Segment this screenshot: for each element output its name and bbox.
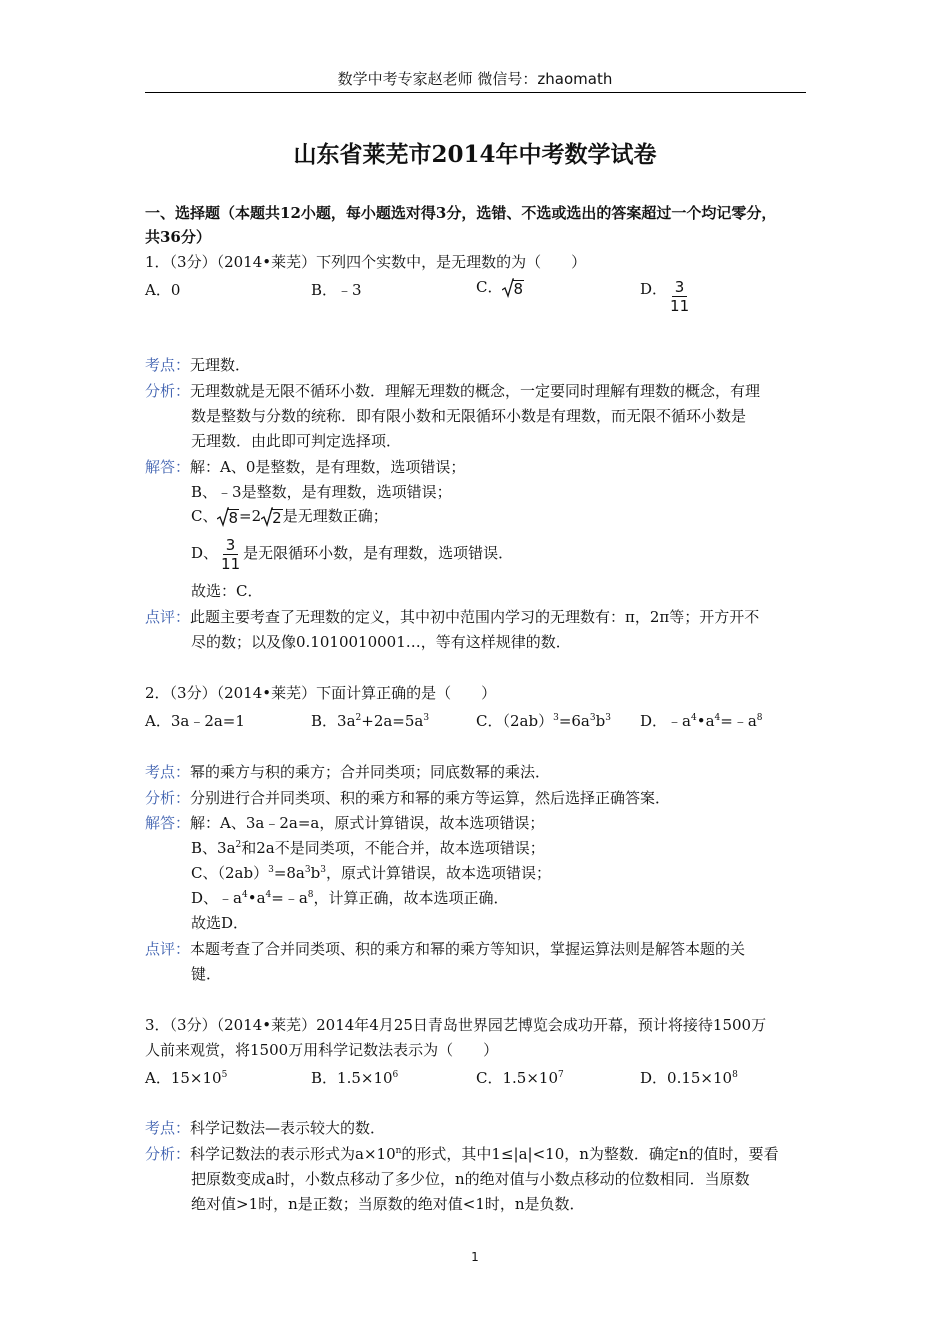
- q3-fenxi-line2: 把原数变成a时，小数点移动了多少位，n的绝对值与小数点移动的位数相同．当原数: [191, 1170, 750, 1188]
- kaodian-text: 无理数．: [190, 356, 251, 374]
- exponent: 4: [690, 713, 697, 723]
- exam-title: 山东省莱芜市2014年中考数学试卷: [293, 141, 657, 168]
- text: ，计算正确，故本选项正确．: [313, 889, 509, 907]
- text: A．15×10: [145, 1069, 222, 1087]
- kaodian-tag: 考点：: [145, 356, 191, 374]
- fenxi-tag: 分析：: [145, 789, 191, 807]
- page-number: 1: [471, 1250, 479, 1264]
- q1-dianping: [145, 607, 759, 627]
- q2-dianping: [145, 939, 745, 959]
- q1-option-d-label: D．: [640, 280, 668, 298]
- q3-fenxi-line3: 绝对值>1时，n是正数；当原数的绝对值<1时，n是负数．: [191, 1195, 585, 1213]
- q2-option-d: [640, 710, 763, 731]
- exponent: 3: [589, 713, 596, 723]
- jieda-text-1: 解：A、3a﹣2a=a，原式计算错误，故本选项错误；: [190, 814, 545, 832]
- exponent: n: [395, 1146, 402, 1156]
- q2-jieda: [145, 813, 544, 833]
- jieda4-suffix: 是无限循环小数，是有理数，选项错误．: [243, 544, 514, 562]
- kaodian-tag: 考点：: [145, 763, 191, 781]
- dianping-text-1: 此题主要考查了无理数的定义，其中初中范围内学习的无理数有：π，2π等；开方开不: [190, 608, 760, 626]
- q1-jieda-line3: [191, 506, 388, 527]
- text: C．1.5×10: [476, 1069, 558, 1087]
- jieda4-prefix: D、: [191, 544, 219, 562]
- text: 的形式，其中1≤|a|<10，n为整数．确定n的值时，要看: [401, 1145, 779, 1163]
- header-rule: [145, 92, 806, 93]
- q3-option-a: [145, 1067, 227, 1088]
- sqrt-symbol: [261, 507, 283, 528]
- q2-stem: 2．（3分）（2014•莱芜）下面计算正确的是（ ）: [145, 684, 497, 702]
- exponent: 8: [307, 890, 314, 900]
- q2-option-a: A．3a﹣2a=1: [145, 712, 245, 730]
- fenxi-text-1: 无理数就是无限不循环小数．理解无理数的概念，一定要同时理解有理数的概念，有理: [190, 382, 761, 400]
- dianping-tag: 点评：: [145, 940, 191, 958]
- q2-option-b: [311, 710, 429, 731]
- q3-fenxi: [145, 1144, 779, 1164]
- text: •a: [247, 889, 266, 907]
- text: ，原式计算错误，故本选项错误；: [325, 864, 551, 882]
- fenxi-text: 分别进行合并同类项、积的乘方和幂的乘方等运算，然后选择正确答案．: [190, 789, 671, 807]
- text: •a: [696, 712, 715, 730]
- page-header: 数学中考专家赵老师 微信号：zhaomath: [337, 70, 613, 88]
- text: 和2a不是同类项，不能合并，故本选项错误；: [241, 839, 545, 857]
- q1-option-d-fraction: [667, 278, 692, 315]
- q3-stem-line1: 3．（3分）（2014•莱芜）2014年4月25日青岛世界园艺博览会成功开幕，预计将接待1500万: [145, 1016, 767, 1034]
- q1-option-c-radicand: 8: [513, 279, 524, 298]
- jieda-text-1: 解：A、0是整数，是有理数，选项错误；: [190, 458, 466, 476]
- q2-option-c: [476, 710, 611, 731]
- exponent: 3: [304, 865, 311, 875]
- sqrt-symbol: [217, 507, 239, 528]
- q2-jieda-line3: [191, 863, 551, 883]
- q1-option-b: B．﹣3: [311, 281, 362, 299]
- jieda3-suffix: 是无理数正确；: [282, 507, 388, 525]
- section-heading-line2: 共36分）: [145, 228, 211, 246]
- q3-option-c: [476, 1067, 564, 1088]
- q1-dianping-line2: 尽的数；以及像0.1010010001…，等有这样规律的数．: [191, 633, 571, 651]
- q1-jieda-line2: B、﹣3是整数，是有理数，选项错误；: [191, 483, 452, 501]
- text: B．3a: [311, 712, 356, 730]
- exponent: 2: [355, 713, 362, 723]
- fenxi-tag: 分析：: [145, 382, 191, 400]
- kaodian-text: 幂的乘方与积的乘方；合并同类项；同底数幂的乘法．: [190, 763, 551, 781]
- radicand-2: 2: [272, 508, 282, 527]
- q1-option-c-label: C．: [476, 278, 503, 296]
- fraction-numerator: 3: [672, 278, 688, 297]
- q3-stem-line2: 人前来观赏，将1500万用科学记数法表示为（ ）: [145, 1041, 499, 1059]
- q3-option-b: [311, 1067, 398, 1088]
- exponent: 6: [392, 1070, 399, 1080]
- exponent: 4: [265, 890, 272, 900]
- text: C．（2ab）: [476, 712, 554, 730]
- radicand-1: 8: [228, 508, 239, 527]
- text: b: [310, 864, 321, 882]
- kaodian-tag: 考点：: [145, 1119, 191, 1137]
- kaodian-text: 科学记数法—表示较大的数．: [190, 1119, 386, 1137]
- fenxi-tag: 分析：: [145, 1145, 191, 1163]
- q1-option-a: A．0: [145, 281, 181, 299]
- text: B．1.5×10: [311, 1069, 393, 1087]
- jieda3-mid: =2: [239, 507, 262, 525]
- exponent: 3: [268, 865, 274, 875]
- fraction-denominator: 11: [670, 297, 690, 315]
- exponent: 8: [732, 1070, 738, 1080]
- text: D、﹣a: [191, 889, 242, 907]
- exponent: 3: [605, 713, 611, 723]
- q1-option-c: [476, 276, 524, 298]
- text: =6a: [558, 712, 590, 730]
- jieda3-prefix: C、: [191, 507, 218, 525]
- fraction-numerator: 3: [223, 536, 239, 555]
- q3-kaodian: [145, 1118, 385, 1138]
- text: D．﹣a: [640, 712, 691, 730]
- text: +2a=5a: [361, 712, 424, 730]
- q2-jieda-line4: [191, 888, 509, 908]
- dianping-text-1: 本题考查了合并同类项、积的乘方和幂的乘方等知识，掌握运算法则是解答本题的关: [190, 940, 746, 958]
- exponent: 8: [756, 713, 763, 723]
- fraction-denominator: 11: [221, 554, 241, 573]
- sqrt-symbol: [502, 278, 524, 298]
- q2-jieda-line2: [191, 838, 545, 858]
- text: B、3a: [191, 839, 236, 857]
- exponent: 2: [235, 840, 242, 850]
- q1-fenxi: [145, 381, 760, 401]
- exponent: 5: [221, 1070, 228, 1080]
- q2-dianping-line2: 键．: [191, 965, 222, 983]
- q1-fenxi-line2: 数是整数与分数的统称．即有限小数和无限循环小数是有理数，而无限不循环小数是: [191, 407, 747, 425]
- q1-fenxi-line3: 无理数．由此即可判定选择项．: [191, 432, 402, 450]
- text: =﹣a: [271, 889, 308, 907]
- exponent: 4: [241, 890, 248, 900]
- q2-jieda-line5: 故选D．: [191, 914, 249, 932]
- section-heading-line1: 一、选择题（本题共12小题，每小题选对得3分，选错、不选或选出的答案超过一个均记零分，: [145, 204, 777, 222]
- q1-jieda-line4: [191, 534, 513, 573]
- text: C、（2ab）: [191, 864, 269, 882]
- exponent: 3: [423, 713, 430, 723]
- q3-option-d: [640, 1067, 738, 1088]
- exponent: 4: [714, 713, 721, 723]
- text: D．0.15×10: [640, 1069, 733, 1087]
- text: b: [595, 712, 606, 730]
- text: =8a: [273, 864, 305, 882]
- q1-option-d: [640, 278, 692, 315]
- q2-fenxi: [145, 788, 670, 808]
- jieda-tag: 解答：: [145, 814, 191, 832]
- text: =﹣a: [720, 712, 757, 730]
- exponent: 3: [553, 713, 559, 723]
- q1-jieda: [145, 457, 465, 477]
- q1-jieda-line5: 故选：C．: [191, 582, 263, 600]
- jieda4-fraction: [218, 536, 243, 573]
- q2-kaodian: [145, 762, 550, 782]
- text: 科学记数法的表示形式为a×10: [190, 1145, 396, 1163]
- q1-stem: 1．（3分）（2014•莱芜）下列四个实数中，是无理数的为（ ）: [145, 253, 587, 271]
- dianping-tag: 点评：: [145, 608, 191, 626]
- exponent: 7: [558, 1070, 564, 1080]
- exponent: 3: [320, 865, 326, 875]
- q1-kaodian: [145, 355, 250, 375]
- jieda-tag: 解答：: [145, 458, 191, 476]
